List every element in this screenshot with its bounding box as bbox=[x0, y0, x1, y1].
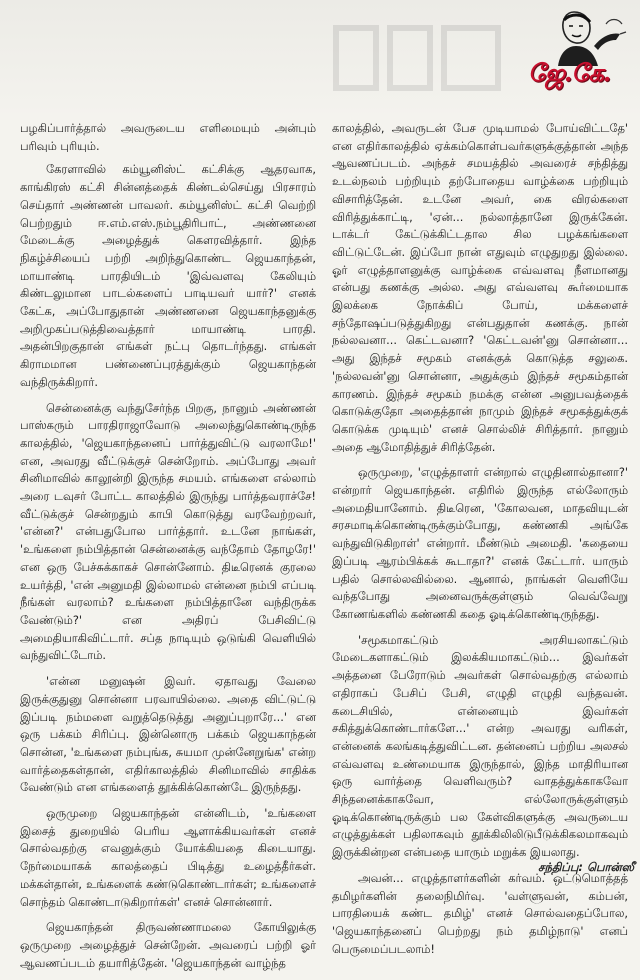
faded-title-background bbox=[330, 18, 510, 98]
article-paragraph: ஜெயகாந்தன் திருவண்ணாமலை கோயிலுக்கு ஒருமுறை அழைத்துச் சென்றேன். அவரைப் பற்றி ஓர் ஆவணப்படம் தயாரித்தேன். 'ஜெயகாந்தன் வாழ்ந்த bbox=[20, 920, 316, 970]
article-paragraph: அவன்... எழுத்தாளர்களின் கர்வம். ஒட்டுமொத்தத் தமிழர்களின் தலைநிமிர்வு. 'வள்ளுவன், கம்பன், பாரதியைக் கண்ட தமிழ்' எனச் சொல்வதைப்போல, 'ஜெயகாந்தனைப் பெற்றது நம் தமிழ்நாடு' எனப் பெருமைப்படலாம்! bbox=[332, 870, 628, 956]
article-paragraph: 'சமூகமாகட்டும் அரசியலாகட்டும் மேடைகளாகட்டும் இலக்கியமாகட்டும்... இவர்கள் அத்தனை பேரோடும் அவர்கள் சொல்வதற்கு எல்லாம் எதிராகப் பேசிப் பேசி, எழுதி எழுதி வந்தவன். கடைசியில், என்னையும் இவர்கள் சகித்துக்கொண்டார்களே...' என்ற அவரது வரிகள், என்னைக் கலங்கடித்துவிட்டன. தன்னைப் பற்றிய அலசல் எவ்வளவு உண்மையாக இருந்தால், இந்த மாதிரியான ஒரு வார்த்தை வெளிவரும்? வாதத்துக்காகவோ சிந்தனைக்காகவோ, எல்லோருக்குள்ளும் ஓடிக்கொண்டிருக்கும் பல கேள்விகளுக்கு அவருடைய எழுத்துக்கள் பதிலாகவும் தூக்கிலிலிடுபீடுக்கிகலமாகவும் இருக்கின்றன என்பதை யாரும் மறுக்க இயலாது. bbox=[332, 632, 628, 860]
article-paragraph: ஒருமுறை ஜெயகாந்தன் என்னிடம், 'உங்களை இசைத் துறையில் பெரிய ஆளாக்கியவர்கள் எனச் சொல்வதற்கு எவனுக்கும் யோக்கியதை கிடையாது. நேர்மையாகக் காலத்தைப் பிடித்து உழைத்தீர்கள். மக்கள்தான், உங்களைக் கண்டுகொண்டார்கள்; உங்களைச் சொந்தம் கொண்டாடுகிறார்கள்' எனச் சொன்னார். bbox=[20, 806, 316, 909]
article-paragraph: காலத்தில், அவருடன் பேச முடியாமல் போய்விட்டதே' என எதிர்காலத்தில் ஏக்கம்கொள்பவர்களுக்குத்தான் அந்த ஆவணப்படம். அந்தச் சமயத்தில் அவரைச் சந்தித்து உடல்நலம் பற்றியும் தற்போதைய வாழ்க்கை பற்றியும் விசாரித்தேன். உடனே அவர், கை விரல்களை விரித்துக்காட்டி, 'ஏன்... நல்லாத்தானே இருக்கேன். டாக்டர் கேட்டுக்கிட்டதால சில பழக்கங்களை விட்டுட்டேன். இப்போ நான் எதுவும் எழுதுறது இல்லை. ஓர் எழுத்தாளனுக்கு வாழ்க்கை எவ்வளவு நீளமானது என்பது கணக்கு அல்ல. அது எவ்வளவு கூர்மையாக இலக்கை நோக்கிப் போய், மக்களைச் சந்தோஷப்படுத்துகிறது என்பதுதான் கணக்கு. நான் நல்லவனா... கெட்டவனா? 'கெட்டவன்'னு சொன்னா... அது இந்தச் சமூகம் எனக்குக் கொடுத்த சலுகை. 'நல்லவன்'னு சொன்னா, அதுக்கும் இந்தச் சமூகம்தான் காரணம். இந்தச் சமூகம் நமக்கு என்ன அனுபவத்தைக் கொடுக்குதோ அதைத்தான் நாமும் இந்தச் சமூகத்துக்குக் கொடுக்க முடியும்' எனச் சொல்லிச் சிரித்தார். நானும் அதை ஆமோதித்துச் சிரித்தேன். bbox=[332, 121, 628, 454]
column-gutter bbox=[322, 124, 323, 864]
jk-logo: ஜே.கே. bbox=[528, 58, 611, 87]
article-left-column bbox=[20, 120, 316, 980]
article-paragraph: 'என்ன மனுஷன் இவர். ஏதாவது வேலை இருக்குதுனு சொன்னா பரவாயில்லை. அதை விட்டுட்டு இப்படி நம்மளை வறுத்தெடுத்து அனுப்புறாரே...' என ஒரு பக்கம் சிரிப்பு. இன்னொரு பக்கம் ஜெயகாந்தன் சொன்ன, 'உங்களை நம்புங்க, சுயமா முன்னேறுங்க' என்ற வார்த்தைகள்தான், எதிர்காலத்தில் சினிமாவில் சாதிக்க வேண்டும் என எங்களைத் தூக்கிக்கொண்டே இருந்தது. bbox=[20, 674, 316, 795]
article-paragraph: கேரளாவில் கம்யூனிஸ்ட் கட்சிக்கு ஆதரவாக, காங்கிரஸ் கட்சி சின்னத்தைக் கிண்டல்செய்து பிரசாரம் செய்தார் அண்ணன் பாவலர். கம்யூனிஸ்ட் கட்சி வெற்றி பெற்றதும் ஈ.எம்.எஸ்.நம்பூதிரிபாட், அண்ணனை மேடைக்கு அழைத்துக் கௌரவித்தார். இந்த நிகழ்ச்சியைப் பற்றி அறிந்துகொண்ட ஜெயகாந்தன், மாயாண்டி பாரதியிடம் 'இவ்வளவு கேலியும் கிண்டலுமான பாடல்களைப் பாடியவர் யார்?' எனக் கேட்க, அப்போதுதான் அண்ணனை ஜெயகாந்தனுக்கு அறிமுகப்படுத்திவைத்தார் மாயாண்டி பாரதி. அதன்பிறகுதான் எங்கள் நட்பு தொடர்ந்தது. எங்கள் கிராமமான பண்ணைப்புரத்துக்கும் ஜெயகாந்தன் வந்திருக்கிறார். bbox=[20, 162, 316, 389]
interview-credit: சந்திப்பு: பொன்ஸீ bbox=[538, 860, 634, 874]
article-right-column bbox=[332, 120, 628, 966]
article-paragraph: சென்னைக்கு வந்துசேர்ந்த பிறகு, நானும் அண்ணன் பாஸ்கரும் பாரதிராஜாவோடு அலைந்துகொண்டிருந்த காலத்தில், 'ஜெயகாந்தனைப் பார்த்துவிட்டு வரலாமே!' என, அவரது வீட்டுக்குச் சென்றோம். அப்போது அவர் சினிமாவில் காலூன்றி இருந்த சமயம். எங்களை எல்லாம் அரை டவுசர் போட்ட காலத்தில் இருந்து பார்த்தவராச்சே! வீட்டுக்குச் சென்றதும் காபி கொடுத்து வரவேற்றவர், 'என்ன?' என்பதுபோல பார்த்தார். உடனே நாங்கள், 'உங்களை நம்பித்தான் சென்னைக்கு வந்தோம் தோழரே!' என ஒரு பேச்சுக்காகச் சொன்னோம். திடீரெனக் குரலை உயர்த்தி, 'என் அனுமதி இல்லாமல் என்னை நம்பி எப்படி நீங்கள் வரலாம்? உங்களை நம்பித்தானே வந்திருக்க வேண்டும்?' என அதிரப் பேசிவிட்டு அமைதியாகிவிட்டார். சப்த நாடியும் ஒடுங்கி வெளியில் வந்துவிட்டோம். bbox=[20, 400, 316, 663]
article-paragraph: ஒருமுறை, 'எழுத்தாளர் என்றால் எழுதினால்தானா?' என்றார் ஜெயகாந்தன். எதிரில் இருந்த எல்லோரும் அமைதியானோம். திடீரென, 'கோலவன, மாதவியுடன் சரசமாடிக்கொண்டிருக்கும்போது, கண்ணகி அங்கே வந்துவிடுகிறாள்' என்றார். மீண்டும் அமைதி. 'கதையை இப்படி ஆரம்பிக்கக் கூடாதா?' எனக் கேட்டார். யாரும் பதில் சொல்லவில்லை. ஆனால், நாங்கள் வெளியே வந்தபோது அனைவருக்குள்ளும் வெவ்வேறு கோணங்களில் கண்ணகி கதை ஓடிக்கொண்டிருந்தது. bbox=[332, 465, 628, 621]
article-paragraph: பழகிப்பார்த்தால் அவருடைய எளிமையும் அன்பும் பரிவும் புரியும். bbox=[20, 121, 316, 153]
